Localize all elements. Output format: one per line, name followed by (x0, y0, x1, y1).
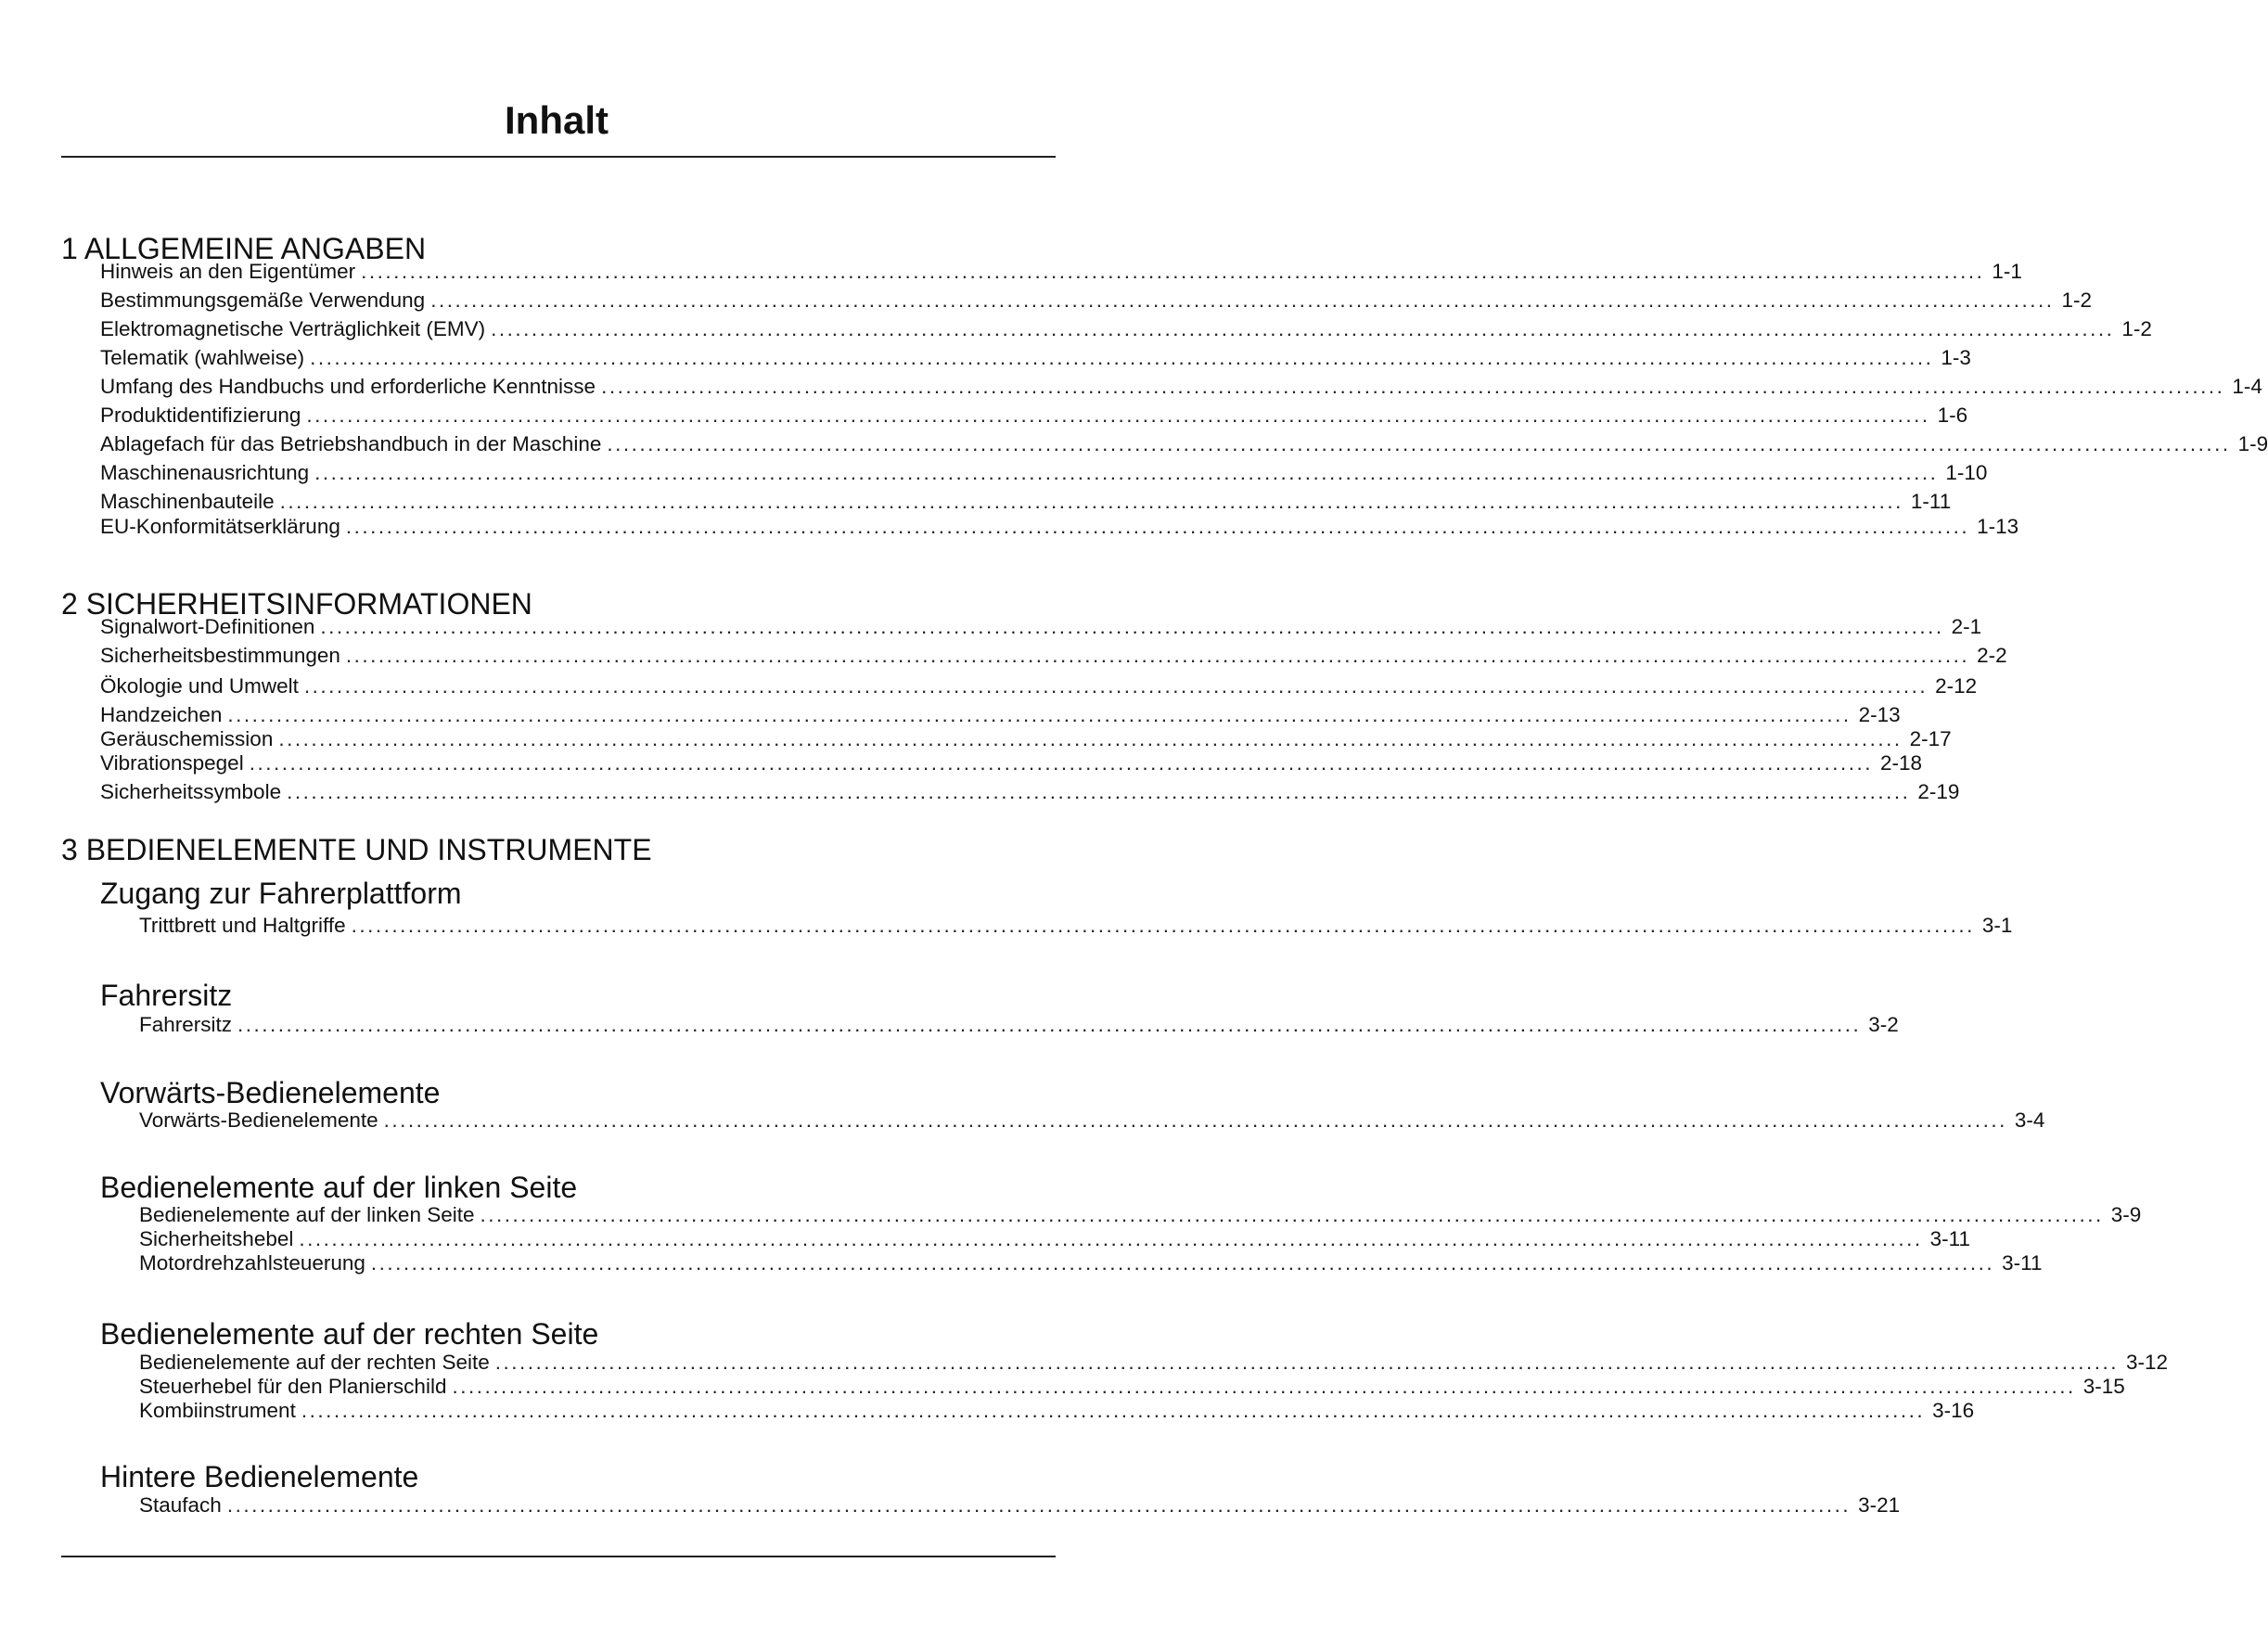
toc-entry-label: Signalwort-Definitionen (100, 615, 315, 638)
toc-entry[interactable] (100, 673, 1978, 698)
toc-entry-page: 3-11 (1929, 1227, 1970, 1250)
toc-entry-label: Vorwärts-Bedienelemente (139, 1108, 378, 1132)
leader-dots: ........................................................................................................................................................................................................ (383, 1108, 2007, 1132)
toc-entry[interactable] (100, 702, 1901, 727)
toc-entry-label: Vibrationspegel (100, 751, 244, 775)
toc-entry-page: 3-12 (2126, 1351, 2169, 1374)
page-title: Inhalt (505, 98, 609, 142)
section-heading: 3 BEDIENELEMENTE UND INSTRUMENTE (61, 833, 652, 866)
toc-entry-page: 1-13 (1977, 515, 2019, 538)
toc-entry[interactable] (100, 750, 1922, 775)
leader-dots: ........................................................................................................................................................................................................ (361, 260, 1985, 283)
toc-entry[interactable] (100, 643, 2007, 668)
toc-entry-page: 1-2 (2061, 288, 2092, 312)
leader-dots: ........................................................................................................................................................................................................ (601, 375, 2225, 398)
leader-dots: ........................................................................................................................................................................................................ (491, 317, 2115, 340)
leader-dots: ........................................................................................................................................................................................................ (320, 615, 1944, 638)
leader-dots: ........................................................................................................................................................................................................ (480, 1203, 2104, 1226)
toc-entry-label: EU-Konformitätserklärung (100, 515, 340, 538)
toc-entry-page: 1-4 (2232, 375, 2262, 398)
toc-entry[interactable] (100, 614, 1982, 639)
toc-entry[interactable] (139, 1202, 2142, 1227)
toc-entry-page: 1-6 (1937, 404, 1968, 427)
toc-entry[interactable] (100, 259, 2022, 284)
toc-entry[interactable] (139, 1374, 2125, 1399)
toc-entry-page: 3-16 (1932, 1399, 1975, 1422)
toc-entry-label: Steuerhebel für den Planierschild (139, 1375, 447, 1398)
toc-entry[interactable] (100, 288, 2092, 313)
leader-dots: ........................................................................................................................................................................................................ (303, 674, 1928, 698)
toc-entry[interactable] (139, 1226, 1970, 1251)
leader-dots: ........................................................................................................................................................................................................ (494, 1351, 2120, 1374)
toc-entry-label: Sicherheitshebel (139, 1227, 294, 1250)
toc-entry-label: Sicherheitsbestimmungen (100, 644, 340, 667)
leader-dots: ........................................................................................................................................................................................................ (452, 1375, 2076, 1398)
toc-entry[interactable] (139, 1250, 2043, 1275)
toc-entry-page: 3-11 (2002, 1251, 2043, 1275)
leader-dots: ........................................................................................................................................................................................................ (299, 1227, 1923, 1250)
toc-entry[interactable] (100, 489, 1952, 514)
toc-entry-page: 3-2 (1868, 1013, 1899, 1036)
leader-dots: ........................................................................................................................................................................................................ (430, 288, 2055, 312)
toc-entry[interactable] (100, 779, 1960, 804)
toc-entry-page: 1-2 (2121, 317, 2152, 340)
toc-entry[interactable] (100, 460, 1988, 485)
toc-entry-page: 1-10 (1945, 461, 1988, 484)
section-heading: 2 SICHERHEITSINFORMATIONEN (61, 587, 532, 621)
toc-entry-page: 3-21 (1858, 1493, 1901, 1517)
subsection-heading: Bedienelemente auf der rechten Seite (100, 1317, 599, 1351)
toc-entry-page: 1-11 (1910, 490, 1952, 513)
subsection-heading: Bedienelemente auf der linken Seite (100, 1171, 578, 1204)
leader-dots: ........................................................................................................................................................................................................ (370, 1251, 1995, 1275)
leader-dots: ........................................................................................................................................................................................................ (345, 644, 1970, 667)
leader-dots: ........................................................................................................................................................................................................ (345, 515, 1970, 538)
toc-entry-page: 3-15 (2082, 1375, 2125, 1398)
toc-entry[interactable] (100, 514, 2019, 539)
toc-entry-label: Bedienelemente auf der rechten Seite (139, 1351, 490, 1374)
toc-entry-page: 3-1 (1981, 914, 2013, 937)
leader-dots: ........................................................................................................................................................................................................ (306, 404, 1930, 427)
toc-entry[interactable] (100, 374, 2262, 399)
toc-entry-label: Umfang des Handbuchs und erforderliche Kenntnisse (100, 375, 596, 398)
toc-entry-label: Ablagefach für das Betriebshandbuch in der Maschine (100, 432, 602, 455)
toc-entry-page: 2-19 (1917, 780, 1960, 803)
toc-entry-label: Handzeichen (100, 703, 223, 726)
leader-dots: ........................................................................................................................................................................................................ (351, 914, 1975, 937)
leader-dots: ........................................................................................................................................................................................................ (227, 703, 1852, 726)
toc-entry-label: Produktidentifizierung (100, 404, 301, 427)
subsection-heading: Fahrersitz (100, 979, 233, 1012)
top-divider (61, 156, 1056, 158)
toc-entry-page: 2-2 (1977, 644, 2007, 667)
toc-entry-label: Sicherheitssymbole (100, 780, 282, 803)
subsection-heading: Zugang zur Fahrerplattform (100, 877, 462, 910)
leader-dots: ........................................................................................................................................................................................................ (249, 751, 1873, 775)
leader-dots: ........................................................................................................................................................................................................ (226, 1493, 1852, 1517)
toc-entry-page: 2-1 (1951, 615, 1982, 638)
toc-entry-label: Bedienelemente auf der linken Seite (139, 1203, 475, 1226)
leader-dots: ........................................................................................................................................................................................................ (287, 780, 1911, 803)
toc-entry[interactable] (100, 316, 2152, 341)
toc-entry[interactable] (139, 1108, 2045, 1133)
toc-entry-page: 2-12 (1935, 674, 1978, 698)
toc-entry-label: Ökologie und Umwelt (100, 674, 299, 698)
toc-entry-label: Staufach (139, 1493, 222, 1517)
leader-dots: ........................................................................................................................................................................................................ (279, 490, 1903, 513)
toc-entry-page: 3-4 (2014, 1108, 2045, 1132)
toc-entry-label: Maschinenbauteile (100, 490, 275, 513)
toc-entry-label: Kombiinstrument (139, 1399, 296, 1422)
toc-entry-label: Motordrehzahlsteuerung (139, 1251, 365, 1275)
toc-entry-page: 1-1 (1992, 260, 2022, 283)
toc-entry-page: 2-18 (1879, 751, 1922, 775)
leader-dots: ........................................................................................................................................................................................................ (237, 1013, 1862, 1036)
toc-entry[interactable] (139, 1492, 1901, 1518)
toc-entry-label: Bestimmungsgemäße Verwendung (100, 288, 426, 312)
toc-entry-label: Maschinenausrichtung (100, 461, 310, 484)
leader-dots: ........................................................................................................................................................................................................ (607, 432, 2231, 455)
toc-entry[interactable] (100, 431, 2268, 456)
leader-dots: ........................................................................................................................................................................................................ (314, 461, 1939, 484)
bottom-divider (61, 1556, 1056, 1557)
toc-entry-page: 1-9 (2237, 432, 2268, 455)
section-heading: 1 ALLGEMEINE ANGABEN (61, 232, 427, 265)
leader-dots: ........................................................................................................................................................................................................ (278, 727, 1903, 750)
toc-entry[interactable] (139, 913, 2013, 938)
toc-entry[interactable] (139, 1398, 1975, 1423)
subsection-heading: Hintere Bedienelemente (100, 1460, 419, 1493)
toc-entry-page: 2-13 (1858, 703, 1901, 726)
toc-entry-label: Fahrersitz (139, 1013, 233, 1036)
toc-entry[interactable] (139, 1012, 1899, 1037)
toc-entry-label: Geräuschemission (100, 727, 274, 750)
leader-dots: ........................................................................................................................................................................................................ (310, 346, 1934, 369)
toc-entry-page: 1-3 (1941, 346, 1971, 369)
toc-entry-label: Trittbrett und Haltgriffe (139, 914, 346, 937)
toc-entry[interactable] (100, 403, 1968, 428)
toc-entry[interactable] (139, 1350, 2169, 1375)
leader-dots: ........................................................................................................................................................................................................ (301, 1399, 1926, 1422)
toc-entry-page: 3-9 (2110, 1203, 2142, 1226)
subsection-heading: Vorwärts-Bedienelemente (100, 1076, 441, 1109)
toc-entry-label: Elektromagnetische Verträglichkeit (EMV) (100, 317, 486, 340)
toc-entry-label: Telematik (wahlweise) (100, 346, 305, 369)
toc-entry[interactable] (100, 726, 1952, 751)
toc-entry[interactable] (100, 345, 1971, 370)
toc-entry-page: 2-17 (1909, 727, 1952, 750)
toc-entry-label: Hinweis an den Eigentümer (100, 260, 356, 283)
